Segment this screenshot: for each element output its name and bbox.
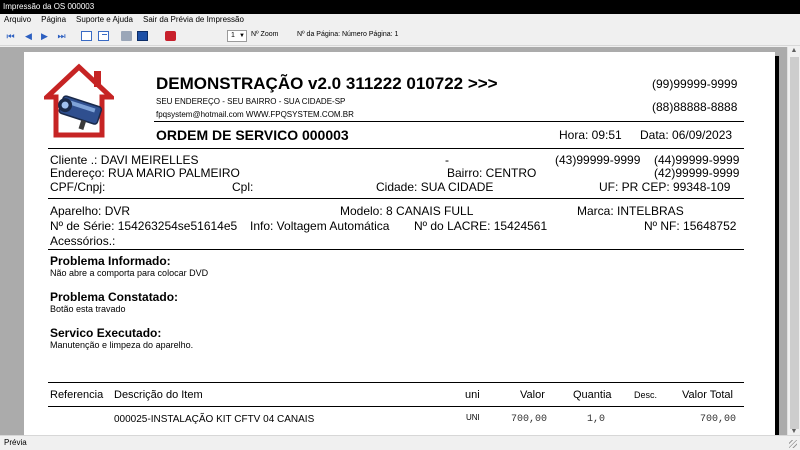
- device-marca: Marca: INTELBRAS: [577, 204, 684, 218]
- items-header-referencia: Referencia: [50, 389, 104, 401]
- os-divider: [48, 148, 744, 149]
- last-page-icon[interactable]: ⏭: [57, 31, 66, 41]
- item-descricao: 000025-INSTALAÇÃO KIT CFTV 04 CANAIS: [114, 414, 315, 425]
- device-modelo: Modelo: 8 CANAIS FULL: [340, 204, 474, 218]
- items-header-divider: [48, 406, 744, 407]
- status-bar: [0, 435, 800, 450]
- client-cpl: Cpl:: [232, 180, 254, 194]
- company-phone-1: (99)99999-9999: [652, 77, 738, 91]
- item-quantia: 1,0: [587, 414, 606, 425]
- problema-informado-title: Problema Informado:: [50, 254, 171, 268]
- device-nf: Nº NF: 15648752: [644, 219, 737, 233]
- company-logo: [44, 63, 114, 143]
- company-address: SEU ENDEREÇO - SEU BAIRRO - SUA CIDADE-SP: [156, 97, 346, 106]
- client-phone-3: (42)99999-9999: [654, 166, 740, 180]
- device-divider: [48, 249, 744, 250]
- item-valor: 700,00: [511, 414, 548, 425]
- menu-arquivo[interactable]: Arquivo: [4, 15, 32, 24]
- zoom-value: 1: [231, 32, 235, 39]
- device-serie: Nº de Série: 154263254se51614e5: [50, 219, 238, 233]
- first-page-icon[interactable]: ⏮: [6, 31, 15, 41]
- servico-executado-text: Manutenção e limpeza do aparelho.: [50, 340, 194, 350]
- items-header-descricao: Descrição do Item: [114, 389, 203, 401]
- multi-page-icon[interactable]: [137, 31, 148, 41]
- zoom-label: Nº Zoom: [251, 31, 279, 38]
- page-number-label: Nº da Página: Número Página: 1: [297, 31, 399, 38]
- zoom-select[interactable]: [227, 30, 247, 42]
- single-page-icon[interactable]: [81, 31, 92, 41]
- client-cidade: Cidade: SUA CIDADE: [376, 180, 494, 194]
- window-title: Impressão da OS 000003: [3, 2, 95, 11]
- client-phone-1: (43)99999-9999: [555, 153, 641, 167]
- item-total: 700,00: [700, 414, 737, 425]
- device-lacre: Nº do LACRE: 15424561: [414, 219, 548, 233]
- client-cpf: CPF/Cnpj:: [50, 180, 106, 194]
- items-table-top-border: [48, 382, 744, 383]
- os-hora: Hora: 09:51: [559, 128, 622, 142]
- company-name: DEMONSTRAÇÃO v2.0 311222 010722 >>>: [156, 74, 498, 93]
- items-header-valor: Valor: [520, 389, 545, 401]
- items-header-valor-total: Valor Total: [682, 389, 733, 401]
- items-header-uni: uni: [465, 389, 480, 401]
- os-title: ORDEM DE SERVICO 000003: [156, 127, 349, 143]
- device-acessorios: Acessórios.:: [50, 234, 116, 248]
- menu-suporte-ajuda[interactable]: Suporte e Ajuda: [76, 15, 133, 24]
- chevron-down-icon: ▼: [239, 33, 245, 39]
- next-page-icon[interactable]: ▶: [41, 31, 48, 41]
- device-info: Info: Voltagem Automática: [250, 219, 390, 233]
- item-uni: UNI: [466, 413, 480, 422]
- vertical-scrollbar[interactable]: [787, 47, 800, 435]
- client-dash: -: [445, 153, 449, 167]
- items-header-desc: Desc.: [634, 390, 658, 400]
- pdf-export-icon[interactable]: [165, 31, 176, 41]
- servico-executado-title: Servico Executado:: [50, 326, 162, 340]
- os-data: Data: 06/09/2023: [640, 128, 733, 142]
- preview-viewport[interactable]: [0, 47, 787, 435]
- company-phone-2: (88)88888-8888: [652, 100, 738, 114]
- client-name: Cliente .: DAVI MEIRELLES: [50, 153, 199, 167]
- menu-sair-previa[interactable]: Sair da Prévia de Impressão: [142, 15, 244, 24]
- company-contact: fpqsystem@hotmail.com WWW.FPQSYSTEM.COM.BR: [156, 110, 354, 119]
- scrollbar-thumb[interactable]: [790, 57, 799, 429]
- menu-bar: [0, 14, 800, 27]
- problema-constatado-title: Problema Constatado:: [50, 290, 179, 304]
- status-text: Prévia: [4, 438, 27, 447]
- device-aparelho: Aparelho: DVR: [50, 204, 131, 218]
- previous-page-icon[interactable]: ◀: [25, 31, 32, 41]
- problema-informado-text: Não abre a comporta para colocar DVD: [50, 268, 209, 278]
- scroll-up-icon[interactable]: ▲: [790, 47, 798, 54]
- toolbar: [0, 27, 800, 46]
- header-divider: [154, 121, 744, 122]
- problema-constatado-text: Botão esta travado: [50, 304, 126, 314]
- report-page: [24, 52, 775, 435]
- client-address: Endereço: RUA MARIO PALMEIRO: [50, 166, 240, 180]
- menu-pagina[interactable]: Página: [41, 15, 67, 24]
- two-page-icon[interactable]: [98, 31, 109, 41]
- client-divider: [48, 198, 744, 199]
- client-bairro: Bairro: CENTRO: [447, 166, 537, 180]
- client-phone-2: (44)99999-9999: [654, 153, 740, 167]
- client-uf-cep: UF: PR CEP: 99348-109: [599, 180, 731, 194]
- resize-grip-icon[interactable]: [789, 440, 797, 448]
- scroll-down-icon[interactable]: ▼: [790, 428, 798, 435]
- window-title-bar: [0, 0, 800, 14]
- items-header-quantia: Quantia: [573, 389, 612, 401]
- print-icon[interactable]: [121, 31, 132, 41]
